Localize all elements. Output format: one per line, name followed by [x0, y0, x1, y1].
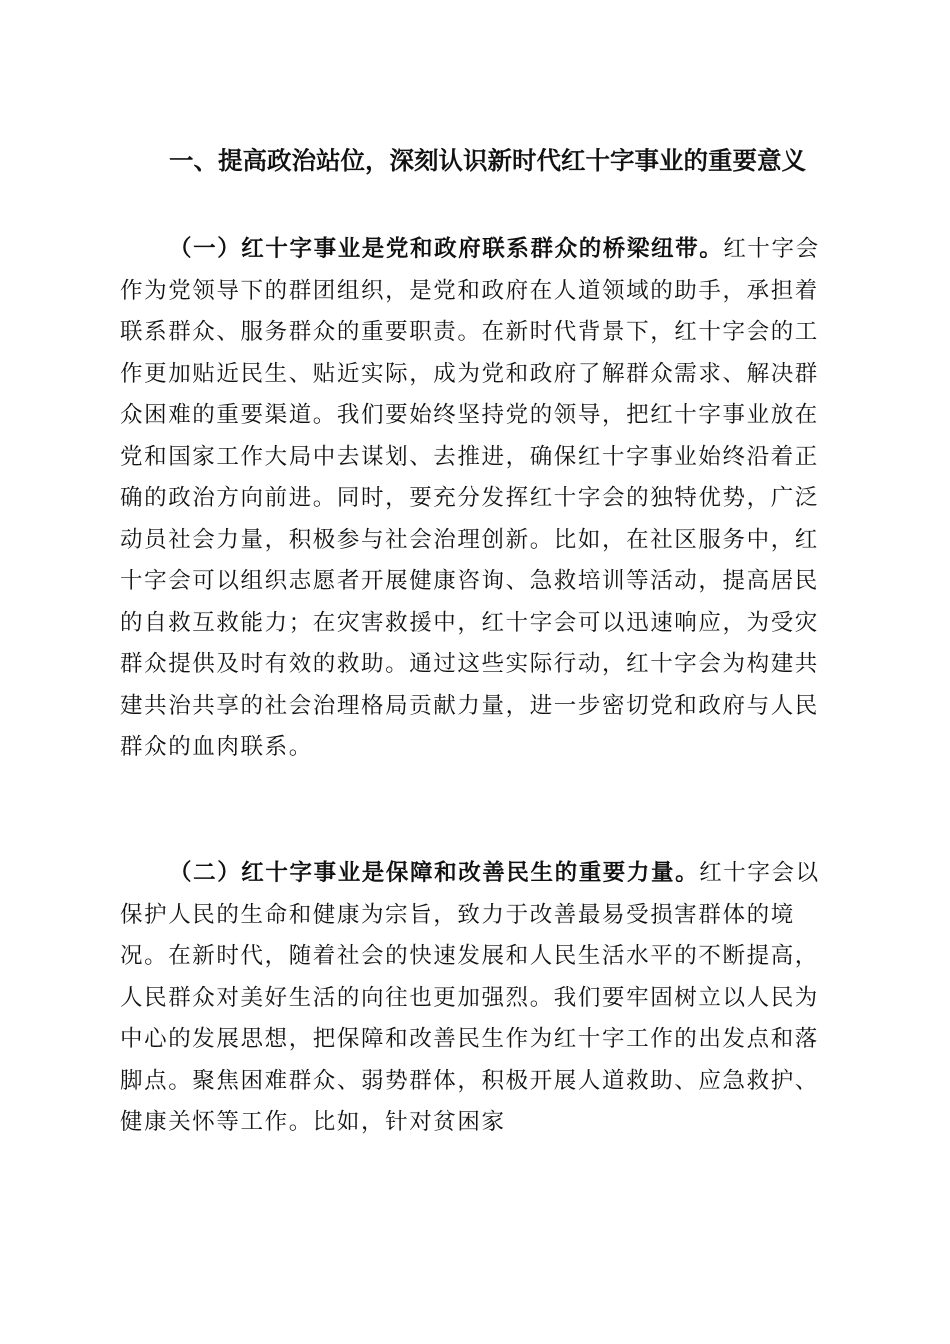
- paragraph-1: [120, 229, 828, 769]
- paragraph-1-body: 红十字会作为党领导下的群团组织，是党和政府在人道领域的助手，承担着联系群众、服务群众的重要职责。在新时代背景下，红十字会的工作更加贴近民生、贴近实际，成为党和政府了解群众需求、解决群众困难的重要渠道。我们要始终坚持党的领导，把红十字事业放在党和国家工作大局中去谋划、去推进，确保红十字事业始终沿着正确的政治方向前进。同时，要充分发挥红十字会的独特优势，广泛动员社会力量，积极参与社会治理创新。比如，在社区服务中，红十字会可以组织志愿者开展健康咨询、急救培训等活动，提高居民的自救互救能力；在灾害救援中，红十字会可以迅速响应，为受灾群众提供及时有效的救助。通过这些实际行动，红十字会为构建共建共治共享的社会治理格局贡献力量，进一步密切党和政府与人民群众的血肉联系。: [120, 236, 820, 760]
- paragraph-2-lead: （二）红十字事业是保障和改善民生的重要力量。: [169, 860, 700, 886]
- paragraph-2: [120, 853, 828, 1144]
- section-heading: 一、提高政治站位，深刻认识新时代红十字事业的重要意义: [169, 146, 806, 175]
- paragraph-2-body: 红十字会以保护人民的生命和健康为宗旨，致力于改善最易受损害群体的境况。在新时代，随着社会的快速发展和人民生活水平的不断提高，人民群众对美好生活的向往也更加强烈。我们要牢固树立以人民为中心的发展思想，把保障和改善民生作为红十字工作的出发点和落脚点。聚焦困难群众、弱势群体，积极开展人道救助、应急救护、健康关怀等工作。比如，针对贫困家: [120, 860, 820, 1135]
- paragraph-1-lead: （一）红十字事业是党和政府联系群众的桥梁纽带。: [169, 236, 724, 262]
